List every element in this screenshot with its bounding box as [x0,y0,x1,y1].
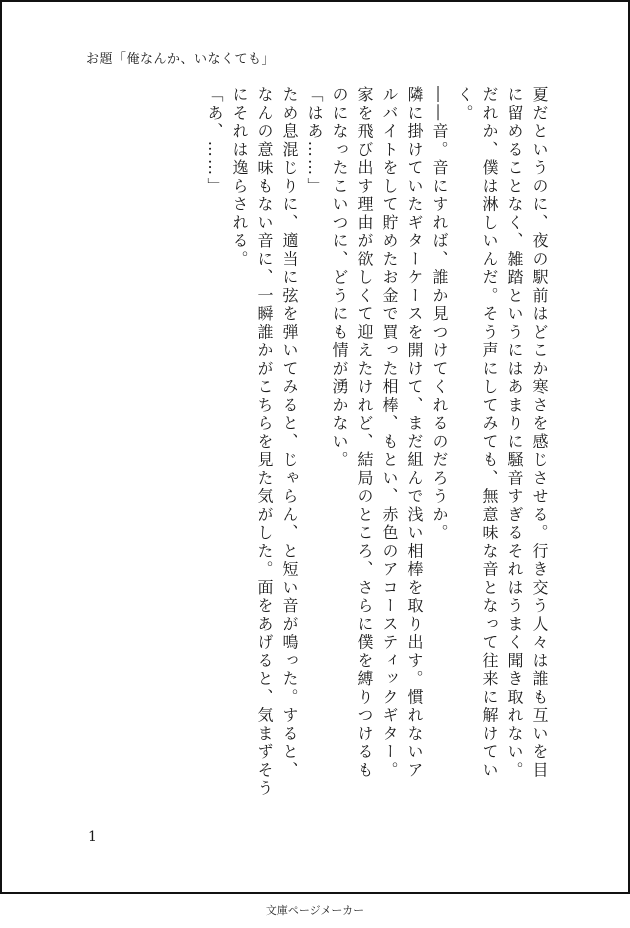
text-line: だれか、僕は淋しいんだ。そう声にしてみても、無意味な音となって往来に解けてい [480,86,499,780]
text-line: 夏だというのに、夜の駅前はどこか寒さを感じさせる。行き交う人々は誰も互いを目 [530,86,549,780]
text-line: に留めることなく、雑踏というにはあまりに騒音すぎるそれはうまく聞き取れない。 [505,86,524,780]
text-line: 「はあ……」 [305,86,324,196]
text-line: ルバイトをして貯めたお金で買った相棒、もとい、赤色のアコースティックギター。 [380,86,399,780]
text-line: ――音。音にすれば、誰か見つけてくれるのだろうか。 [430,86,449,543]
footer-label: 文庫ページメーカー [265,904,365,917]
page-title: お題「俺なんか、いなくても」 [86,52,276,67]
text-line: のになったこいつに、どうにも情が湧かない。 [330,86,349,470]
text-line: 家を飛び出す理由が欲しくて迎えたけれど、結局のところ、さらに僕を縛りつけるも [355,86,374,780]
page-number: 1 [88,829,97,845]
vertical-text-body [80,86,552,816]
text-line: ため息混じりに、適当に弦を弾いてみると、じゃらん、と短い音が鳴った。すると、 [280,86,299,780]
text-line: 隣に掛けていたギターケースを開けて、まだ組んで浅い相棒を取り出す。慣れないア [405,86,424,780]
text-line: く。 [455,86,474,123]
text-line: 「あ、……」 [205,86,224,196]
text-line: にそれは逸らされる。 [230,86,249,269]
text-line: なんの意味もない音に、一瞬誰かがこちらを見た気がした。面をあげると、気まずそう [255,86,274,798]
